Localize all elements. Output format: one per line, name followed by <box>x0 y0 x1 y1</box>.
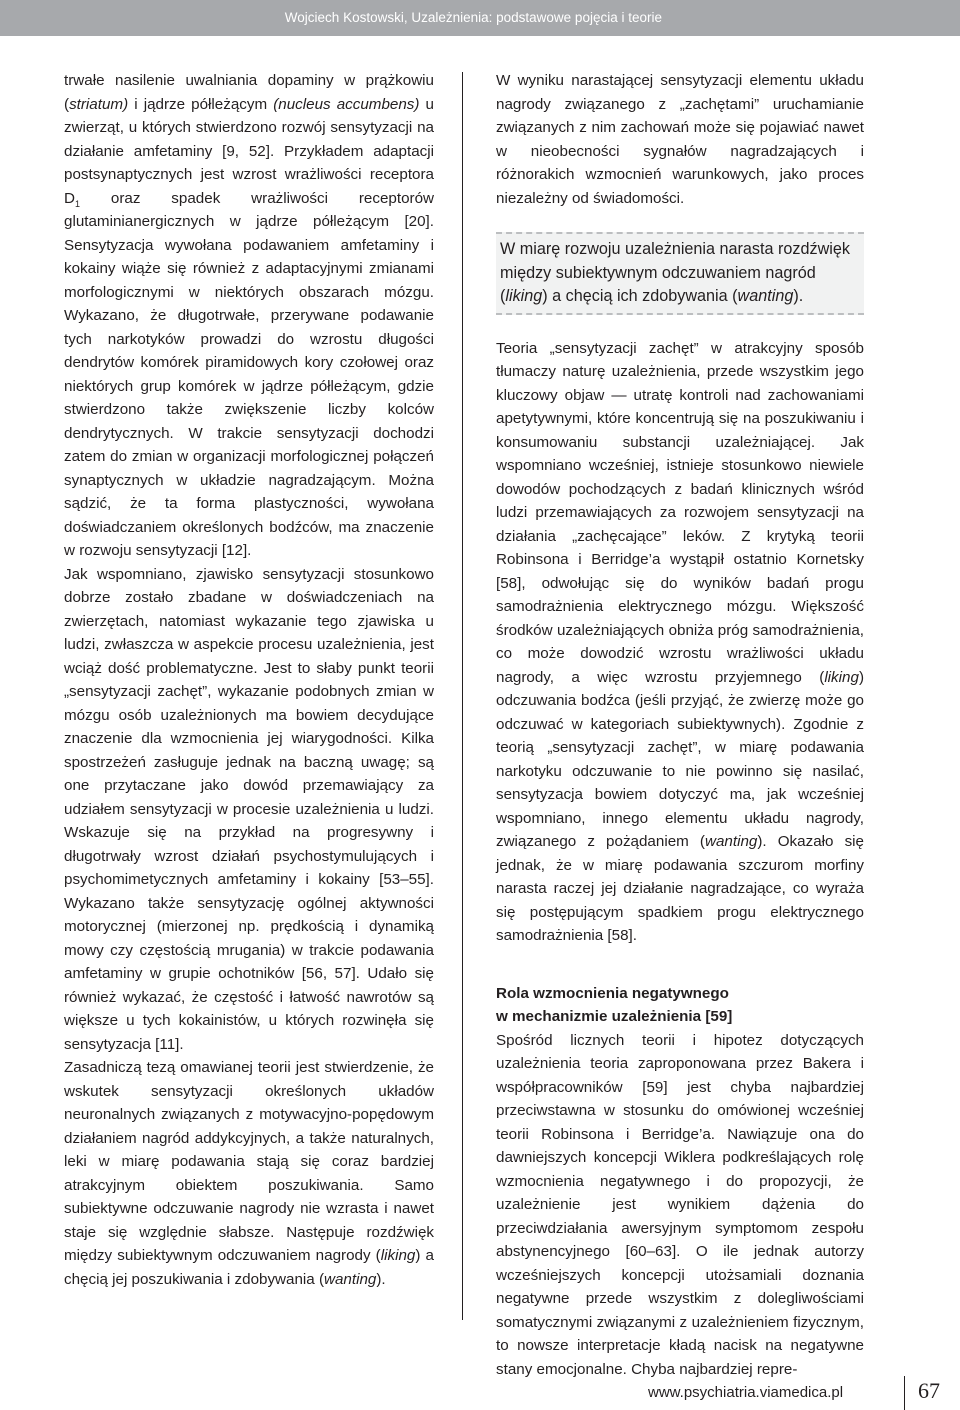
left-column <box>64 69 434 1291</box>
section-heading: Rola wzmocnienia negatywnego w mechanizmie uzależnienia [59] <box>496 984 733 1025</box>
right-paragraph-1: W wyniku narastającej sensytyzacji elementu układu nagrody związanego z „zachętami” uruchamianie związanych z nim zachowań może się pojawiać nawet w nieobecności sygnałów nagradzających i różnorakich wzmocnień warunkowych, jako proces niezależny od świadomości. <box>496 72 864 207</box>
left-paragraph-3: Zasadniczą tezą omawianej teorii jest stwierdzenie, że wskutek sensytyzacji określonych układów neuronalnych związanych z motywacyjno-popędowym działaniem nagród addykcyjnych, a także naturalnych, leki w miarę podawania stają się coraz bardziej atrakcyjnym obiektem poszukiwania. Samo subiektywne odczuwanie nagrody nie wzrasta i nawet staje się względnie słabsze. Następuje rozdźwięk między subiektywnym odczuwaniem nagrody (liking) a chęcią jej poszukiwania i zdobywania (wanting). <box>64 1059 434 1288</box>
highlight-callout: W miarę rozwoju uzależnienia narasta rozdźwięk między subiektywnym odczuwaniem nagród (liking) a chęcią ich zdobywania (wanting). <box>496 232 864 315</box>
page-number: 67 <box>918 1378 940 1403</box>
footer-url-link[interactable]: www.psychiatria.viamedica.pl <box>648 1384 844 1401</box>
left-paragraph-1: trwałe nasilenie uwalniania dopaminy w prążkowiu (striatum) i jądrze półleżącym (nucleus accumbens) u zwierząt, u których stwierdzono rozwój sensytyzacji na działanie amfetaminy [9, 52]. Przykładem adaptacji postsynaptycznych jest wzrost wrażliwości receptora $D_1$ oraz spadek wrażliwości receptorów glutaminianergicznych w jądrze półleżącym [20]. Sensytyzacja wywołana podawaniem amfetaminy i kokainy wiąże się również z adaptacyjnymi zmianami morfologicznymi w niektórych obszarach mózgu. Wykazano, że długotrwałe, przerywane podawanie tych narkotyków prowadzi do wzrostu długości dendrytów komórek piramidowych kory czołowej oraz niektórych grup komórek w jądrze półleżącym, gdzie stwierdzono także zwiększenie liczby kolców dendrytycznych. W trakcie sensytyzacji dochodzi zatem do zmian w organizacji morfologicznej połączeń synaptycznych w układzie nagradzającym. Można sądzić, że ta forma plastyczności, wywołana doświadczaniem określonych bodźców, ma znaczenie w rozwoju sensytyzacji [12]. <box>64 72 434 559</box>
column-divider <box>462 72 463 1320</box>
right-paragraph-2: Teoria „sensytyzacji zachęt” w atrakcyjny sposób tłumaczy naturę uzależnienia, przede wszystkim jego kluczowy objaw — utratę kontroli nad zachowaniami apetytywnymi, które koncentrują się na poszukiwaniu i konsumowaniu substancji uzależniającej. Jak wspomniano wcześniej, istnieje stosunkowo niewiele dowodów pochodzących z badań klinicznych wśród ludzi przemawiających za rozwojem sensytyzacji na działania „zachęcające” leków. Z krytyką teorii Robinsona i Berridge’a wystąpił ostatnio Kornetsky [58], odwołując się do wyników badań progu samodrażnienia elektrycznego mózgu. Większość środków uzależniających obniża próg samodrażnienia, co może dowodzić wzrostu wrażliwości układu nagrody, a więc wzrostu przyjemnego (liking) odczuwania bodźca (jeśli przyjąć, że zwierzę może go odczuwać w kategoriach subiektywnych). Zgodnie z teorią „sensytyzacji zachęt”, w miarę podawania narkotyku odczuwanie to nie powinno się nasilać, sensytyzacja bowiem dotyczyć ma, jak wcześniej wspomniano, innego elementu układu nagrody, związanego z pożądaniem (wanting). Okazało się jednak, że w miarę podawania szczurom morfiny narasta raczej jej działanie nagradzające, co wyraża się postępującym spadkiem progu elektrycznego samodrażnienia [58]. <box>496 339 864 944</box>
footer-divider <box>904 1376 905 1410</box>
right-column <box>496 69 864 1381</box>
left-paragraph-2: Jak wspomniano, zjawisko sensytyzacji stosunkowo dobrze zostało zbadane w doświadczeniach na zwierzętach, natomiast wykazanie tego zjawiska u ludzi, zwłaszcza w aspekcie procesu uzależnienia, jest wciąż dość problematyczne. Jest to słaby punkt teorii „sensytyzacji zachęt”, wykazanie podobnych zmian w mózgu osób uzależnionych ma bowiem decydujące znaczenie dla wzmocnienia jej wiarygodności. Kilka spostrzeżeń zasługuje jednak na baczną uwagę; są one przytaczane jako dowód przemawiający za udziałem sensytyzacji w procesie uzależnienia u ludzi. Wskazuje się na przykład na progresywny i długotrwały wzrost działań psychostymulujących i psychomimetycznych amfetaminy i kokainy [53–55]. Wykazano także sensytyzację ogólnej aktywności motorycznej (mierzonej np. prędkością i dynamiką mowy czy częstością mrugania) w trakcie podawania amfetaminy w grupie ochotników [56, 57]. Udało się również wykazać, że częstość i łatwość nawrotów są większe u tych kokainistów, u których rozwinęła się sensytyzacja [11]. <box>64 565 434 1053</box>
running-header-title: Wojciech Kostowski, Uzależnienia: podstawowe pojęcia i teorie <box>284 10 662 25</box>
header-bar <box>0 0 960 36</box>
right-paragraph-3: Spośród licznych teorii i hipotez dotyczących uzależnienia teoria zaproponowana przez Bakera i współpracowników [59] jest chyba najbardziej przeciwstawna w stosunku do omówionej wcześniej teorii Robinsona i Berridge’a. Nawiązuje ona do dawniejszych koncepcji Wiklera podkreślających rolę wzmocnienia negatywnego i do propozycji, że uzależnienie jest wynikiem dążenia do przeciwdziałania awersyjnym symptomom zespołu abstynencyjnego [60–63]. O ile jednak autorzy wcześniejszych koncepcji utożsamiali doznania negatywne przede wszystkim z dolegliwościami somatycznymi związanymi z uzależnieniem fizycznym, to nowsze interpretacje kładą nacisk na negatywne stany emocjonalne. Chyba najbardziej repre- <box>496 1031 864 1378</box>
